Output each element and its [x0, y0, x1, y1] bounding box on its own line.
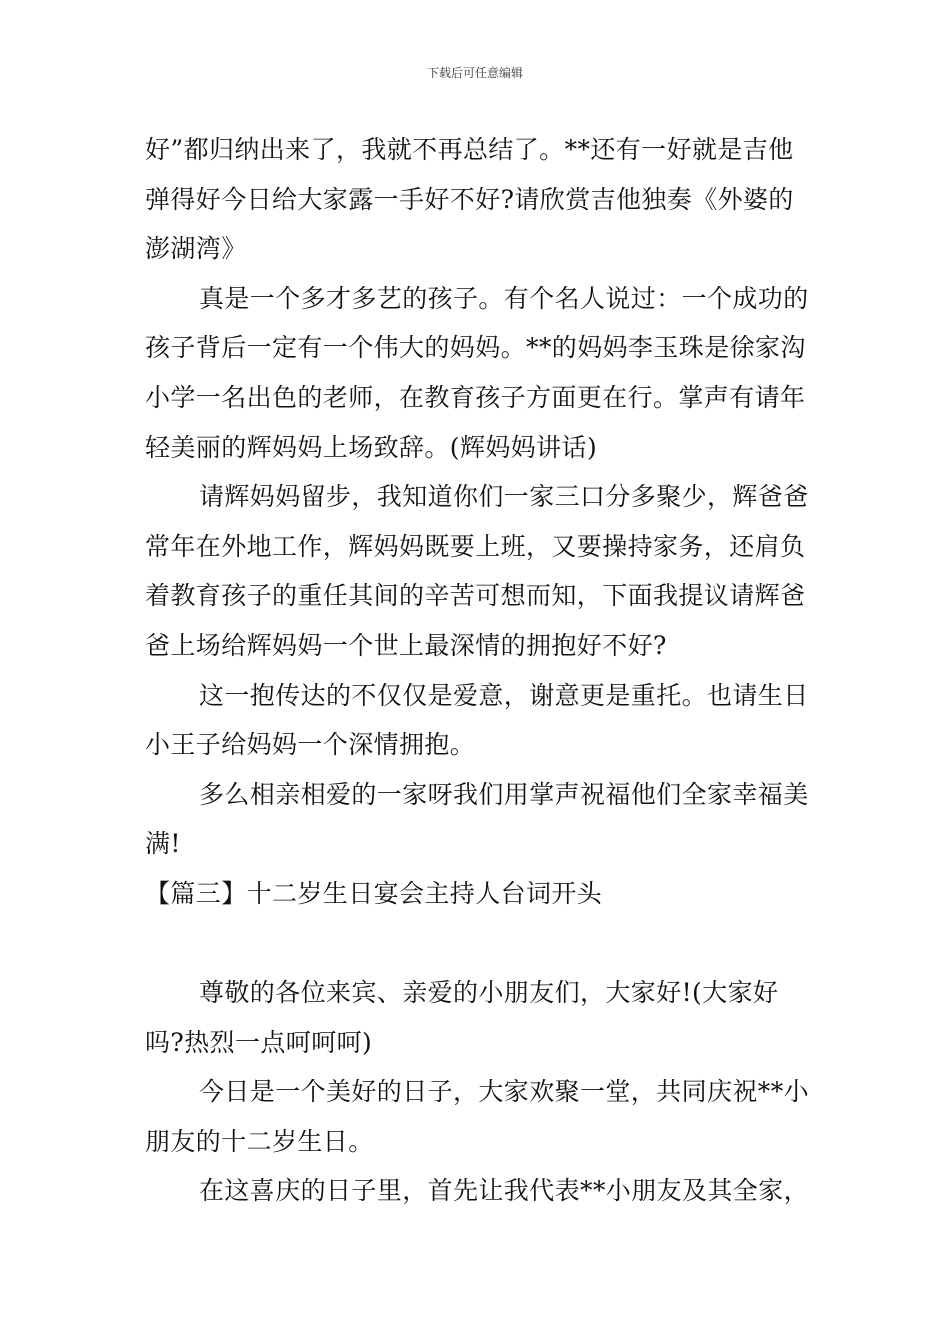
- blank-line: [145, 919, 810, 969]
- section-heading: 【篇三】十二岁生日宴会主持人台词开头: [145, 878, 603, 908]
- paragraph: 请辉妈妈留步，我知道你们一家三口分多聚少，辉爸爸常年在外地工作，辉妈妈既要上班，又要操持家务，还肩负着教育孩子的重任其间的辛苦可想而知，下面我提议请辉爸爸上场给辉妈妈一个世上最深情的拥抱好不好?: [145, 482, 809, 660]
- document-body: [145, 125, 810, 1216]
- paragraph: 今日是一个美好的日子，大家欢聚一堂，共同庆祝**小朋友的十二岁生日。: [145, 1077, 810, 1156]
- paragraph: 这一抱传达的不仅仅是爱意，谢意更是重托。也请生日小王子给妈妈一个深情拥抱。: [145, 680, 809, 760]
- page-header: 下载后可任意编辑: [426, 66, 523, 80]
- paragraph: 在这喜庆的日子里，首先让我代表**小朋友及其全家，: [199, 1176, 810, 1206]
- paragraph: 多么相亲相爱的一家呀我们用掌声祝福他们全家幸福美满!: [145, 779, 809, 859]
- paragraph: 好”都归纳出来了，我就不再总结了。**还有一好就是吉他弹得好今日给大家露一手好不好?请欣赏吉他独奏《外婆的澎湖湾》: [145, 135, 794, 264]
- paragraph: 真是一个多才多艺的孩子。有个名人说过：一个成功的孩子背后一定有一个伟大的妈妈。**的妈妈李玉珠是徐家沟小学一名出色的老师，在教育孩子方面更在行。掌声有请年轻美丽的辉妈妈上场致辞。(辉妈妈讲话): [145, 283, 809, 462]
- paragraph: 尊敬的各位来宾、亲爱的小朋友们，大家好!(大家好吗?热烈一点呵呵呵): [145, 978, 779, 1057]
